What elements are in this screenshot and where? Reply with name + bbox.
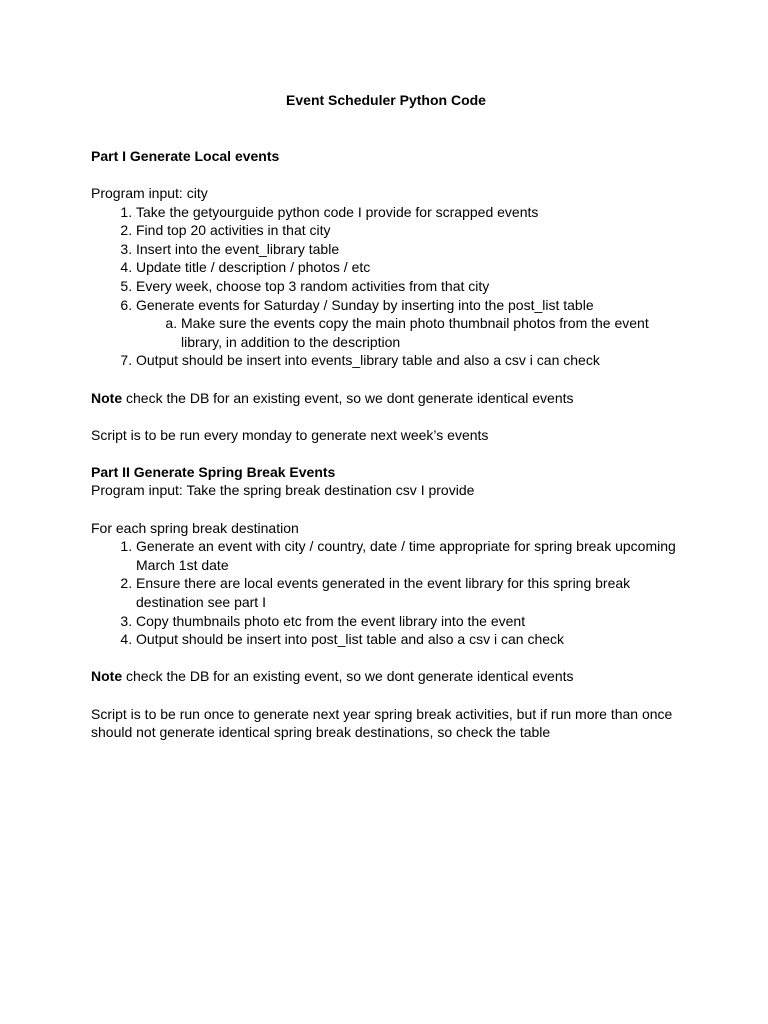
note-text: check the DB for an existing event, so we dont generate identical events <box>122 389 574 406</box>
list-item: 4. Update title / description / photos / etc <box>136 258 681 277</box>
part1-schedule: Script is to be run every monday to generate next week’s events <box>91 426 489 443</box>
list-item: 3. Insert into the event_library table <box>136 240 681 259</box>
sub-list-item: a. Make sure the events copy the main photo thumbnail photos from the event library, in addition to the description <box>181 314 681 351</box>
part2-steps <box>91 537 681 649</box>
part2-schedule: Script is to be run once to generate next year spring break activities, but if run more than once should not generate identical spring break destinations, so check the table <box>91 705 673 741</box>
part2-input: Program input: Take the spring break destination csv I provide <box>91 482 475 499</box>
list-item: 1. Take the getyourguide python code I provide for scrapped events <box>136 203 681 222</box>
note-text: check the DB for an existing event, so we dont generate identical events <box>122 668 574 685</box>
part1-note <box>91 389 681 408</box>
part2-note <box>91 667 681 686</box>
part1-heading: Part I Generate Local events <box>91 147 280 164</box>
note-label: Note <box>91 668 123 685</box>
note-label: Note <box>91 389 123 406</box>
list-item: 3. Copy thumbnails photo etc from the event library into the event <box>136 612 681 631</box>
list-item: 2. Find top 20 activities in that city <box>136 221 681 240</box>
list-item: 1. Generate an event with city / country, date / time appropriate for spring break upcoming March 1st date <box>136 537 681 574</box>
list-item-text: Generate events for Saturday / Sunday by inserting into the post_list table <box>136 296 594 313</box>
document-body <box>91 91 681 742</box>
part2-intro: For each spring break destination <box>91 519 299 536</box>
part1-substeps <box>136 314 681 351</box>
part1-steps <box>91 203 681 370</box>
list-item: 7. Output should be insert into events_library table and also a csv i can check <box>136 351 681 370</box>
list-item: 5. Every week, choose top 3 random activities from that city <box>136 277 681 296</box>
part2-heading: Part II Generate Spring Break Events <box>91 463 336 480</box>
list-item <box>136 296 681 352</box>
document-title: Event Scheduler Python Code <box>286 92 486 108</box>
list-item: 2. Ensure there are local events generated in the event library for this spring break destination see part I <box>136 574 681 611</box>
part1-input: Program input: city <box>91 184 208 201</box>
list-item: 4. Output should be insert into post_list table and also a csv i can check <box>136 630 681 649</box>
